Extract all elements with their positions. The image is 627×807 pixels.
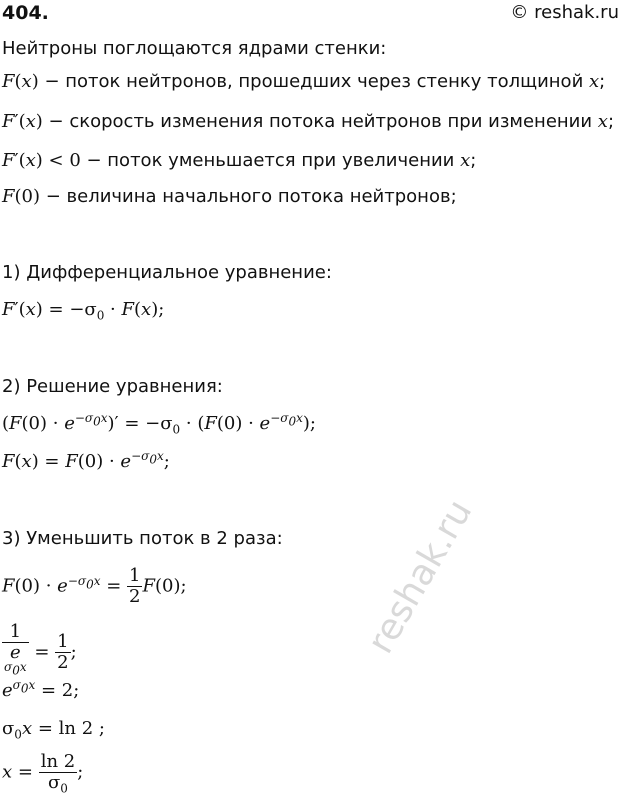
intro-line-4: F(0) − величина начального потока нейтронов;: [2, 186, 457, 207]
watermark: reshak.ru: [360, 493, 481, 661]
step3-equation-5: x = $\frac{\ln 2}{\sigma_0}$ ;: [2, 751, 84, 796]
step3-equation-2: 1 e $^{\sigma_0x}$ = $\frac{1}{2}$ ;: [4, 621, 77, 678]
task-number: 404.: [2, 2, 49, 24]
step2-heading: 2) Решение уравнения:: [2, 376, 223, 397]
site-label: © reshak.ru: [510, 2, 619, 23]
step2-equation-2: $F(x) = F(0) \cdot e^{-\sigma_0x}$;: [2, 449, 170, 472]
step3-equation-3: $e^{\sigma_0x} = 2$;: [2, 678, 80, 701]
step1-equation: $F'(x) = -\sigma_0 \cdot F(x)$;: [2, 299, 165, 323]
step1-heading: 1) Дифференциальное уравнение:: [2, 262, 332, 283]
intro-line-3: F′(x) < 0 − поток уменьшается при увеличении x;: [2, 150, 477, 171]
intro-line-2: F′(x) − скорость изменения потока нейтронов при изменении x;: [2, 111, 615, 132]
step2-equation-1: $(F(0) \cdot e^{-\sigma_0x})' = -\sigma_0 \cdot (F(0) \cdot e^{-\sigma_0x})$;: [2, 411, 316, 437]
step3-heading: 3) Уменьшить поток в 2 раза:: [2, 528, 283, 549]
step3-equation-4: $\sigma_0x = \ln 2$ ;: [2, 718, 105, 742]
step3-equation-1: $F(0) \cdot e^{-\sigma_0x}$ = $\frac{1}{2}$ F(0);: [2, 565, 187, 607]
intro-title: Нейтроны поглощаются ядрами стенки:: [2, 38, 387, 59]
intro-line-1: F(x) − поток нейтронов, прошедших через стенку толщиной x;: [2, 71, 606, 92]
